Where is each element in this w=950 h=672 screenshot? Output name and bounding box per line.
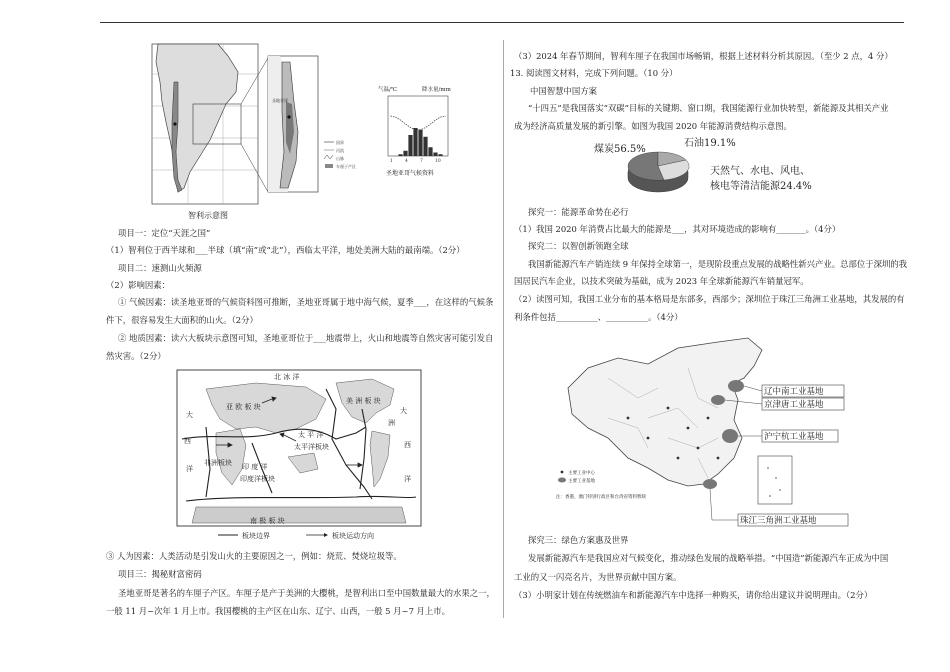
label-liaozhongnan: 辽中南工业基地 <box>764 387 824 397</box>
intro-line2: 成为经济高质量发展的新引擎。如图为我国 2020 年能源消费结构示意图。 <box>514 121 792 131</box>
plate-map-figure <box>176 369 422 527</box>
top-rule <box>100 22 904 23</box>
precip-bar <box>413 128 417 156</box>
climate-chart-title: 圣地亚哥气候资料 <box>386 170 435 177</box>
label-atlantic-l1: 大 <box>186 411 193 419</box>
legend-border: 国界 <box>336 140 344 145</box>
explore-3-body-line2: 工业的又一闪亮名片，为世界贡献中国方案。 <box>514 572 682 582</box>
legend-industrial-center: 主要工业中心 <box>568 471 595 476</box>
month-tick-1: 1 <box>390 159 393 164</box>
legend-mountain: 山脉 <box>336 156 344 161</box>
question-2b-line2: 然灾害。（2分） <box>106 351 166 361</box>
legend-cherry-area: 车厘子产区 <box>336 164 356 169</box>
explore-3-body-line1: 发展新能源汽车是我国应对气候变化，推动绿色发展的战略举措。“中国造”新能源汽车正成为中国 <box>528 553 889 563</box>
santiago-climate-chart <box>372 82 464 178</box>
precip-bar <box>428 147 432 156</box>
project-1-heading: 项目一：定位“天涯之国” <box>118 228 211 238</box>
legend-motion: 板块运动方向 <box>332 532 374 540</box>
month-tick-4: 4 <box>405 159 408 164</box>
precip-bar <box>423 137 427 156</box>
explore-2-body-line1: 我国新能源汽车产销连续 9 年保持全球第一，是现阶段重点发展的战略性新兴产业。总部位于深圳的我 <box>528 259 908 269</box>
legend-boundary: 板块边界 <box>242 532 270 540</box>
santiago-label: 圣地亚哥 <box>272 98 288 103</box>
label-pacific-ocean: 太 平 洋 <box>298 431 324 439</box>
explore-3-heading: 探究三：绿色方案惠及世界 <box>528 535 629 545</box>
question-2c: ③ 人为因素：人类活动是引发山火的主要原因之一，例如：烧荒、焚烧垃圾等。 <box>106 551 402 561</box>
label-african-plate: 非洲板块 <box>204 459 232 467</box>
label-arctic: 北 冰 洋 <box>274 373 300 381</box>
column-divider <box>503 40 504 618</box>
coal-label: 煤炭56.5% <box>594 144 646 155</box>
question-2b-line1: ② 地质因素：读六大板块示意图可知，圣地亚哥位于___地震带上，火山和地震等自然灾害可能引发自 <box>118 333 494 343</box>
explore-3-question: （3）小明家计划在传统燃油车和新能源汽车中选择一种购买，请你给出建议并说明理由。（2分） <box>514 590 873 600</box>
month-tick-10: 10 <box>435 159 441 164</box>
project-3-body-line2: 一般 11 月~次年 1 月上市。我国樱桃的主产区在山东、辽宁、山西，一般 5 月~7 月上市。 <box>106 606 451 616</box>
question-2a-line2: 件下，很容易发生大面积的山火。（2分） <box>106 315 258 325</box>
precip-bar <box>398 154 402 156</box>
temp-curve <box>391 116 446 130</box>
label-eurasian-plate: 亚 欧 板 块 <box>226 403 261 411</box>
legend-river: 河流 <box>336 148 344 153</box>
label-indian-ocean: 印 度 洋 <box>242 463 268 471</box>
explore-1-heading: 探究一：能源革命势在必行 <box>528 207 629 217</box>
question-2: （2）影响因素： <box>106 280 170 290</box>
chile-map-figure <box>148 42 360 210</box>
label-atlantic-l3: 洋 <box>186 465 193 473</box>
legend-note: 注：香港、澳门特别行政区和台湾省资料暂缺 <box>556 495 646 500</box>
china-industry-map <box>548 328 864 528</box>
precip-axis-label: 降水量/mm <box>422 87 451 93</box>
precip-bar <box>438 154 442 156</box>
oil-label: 石油19.1% <box>684 138 736 149</box>
precip-bar <box>433 153 437 157</box>
precip-bar <box>418 130 422 156</box>
project-3-heading: 项目三：揭秘财富密码 <box>118 569 202 579</box>
chile-map-caption: 智利示意图 <box>188 211 228 220</box>
explore-2-question-line2: 利条件包括__________、__________。（4分） <box>514 312 683 322</box>
label-indian-plate: 印度洋板块 <box>240 475 275 483</box>
energy-pie-chart <box>592 134 832 196</box>
question-3: （3）2024 年春节期间，智利车厘子在我国市场畅销，根据上述材料分析其原因。（至少 2 点，4 分） <box>514 51 893 61</box>
label-atlantic-r1: 大 <box>400 407 407 415</box>
legend-industrial-base: 主要工业基地 <box>568 479 595 484</box>
month-tick-7: 7 <box>420 159 423 164</box>
explore-1-question: （1）我国 2020 年消费占比最大的能源是___，其对环境造成的影响有_______。（4分） <box>514 224 841 234</box>
label-atlantic-r3: 洋 <box>404 475 411 483</box>
question-13: 13. 阅读图文材料，完成下列问题。（10 分） <box>510 68 678 78</box>
temp-axis-label: 气温/℃ <box>378 87 398 93</box>
label-jingjintang: 京津唐工业基地 <box>764 400 824 410</box>
intro-line1: “十四五”是我国落实“双碳”目标的关键期、窗口期，我国能源行业加快转型，新能源及其相关产业 <box>528 103 889 113</box>
label-atlantic-r2: 西 <box>404 441 411 449</box>
label-atlantic-l2: 西 <box>184 437 191 445</box>
project-3-body-line1: 圣地亚哥是著名的车厘子产区。车厘子是产于美洲的大樱桃，是智利出口至中国数量最大的水果之一， <box>118 588 495 598</box>
explore-2-question-line1: （2）读图可知，我国工业分布的基本格局是东部多，西部少；深圳位于珠江三角洲工业基地，其发展的有 <box>514 294 905 304</box>
question-1: （1）智利位于西半球和___半球（填“南”或“北”），西临太平洋，地处美洲大陆的最南端。（2分） <box>106 245 465 255</box>
label-pacific-plate: 太平洋板块 <box>294 443 329 451</box>
precip-bars <box>398 128 442 156</box>
case-title: 中国智慧中国方案 <box>530 86 597 96</box>
explore-2-body-line2: 国居民汽车企业，以技术突破为基础，成为 2023 年全球新能源汽车销量冠军。 <box>514 276 809 286</box>
label-antarctic-plate: 南 极 板 块 <box>250 517 285 525</box>
explore-2-heading: 探究二：以智创新领跑全球 <box>528 241 629 251</box>
project-2-heading: 项目二：速测山火频源 <box>118 263 202 273</box>
question-2a-line1: ① 气候因素：读圣地亚哥的气候资料图可推断，圣地亚哥属于地中海气候，夏季___，在这样的气候条 <box>118 297 494 307</box>
label-american-plate: 美 洲 板 块 <box>346 397 381 405</box>
label-america-l: 洲 <box>388 419 395 427</box>
plate-map-legend <box>214 529 414 541</box>
label-huningshang: 沪宁杭工业基地 <box>764 432 824 442</box>
precip-bar <box>403 151 407 156</box>
clean-label-line1: 天然气、水电、风电、 <box>710 166 810 177</box>
clean-label-line2: 核电等清洁能源24.4% <box>710 181 812 192</box>
label-zhusanjiao: 珠江三角洲工业基地 <box>740 516 817 526</box>
precip-bar <box>408 135 412 156</box>
